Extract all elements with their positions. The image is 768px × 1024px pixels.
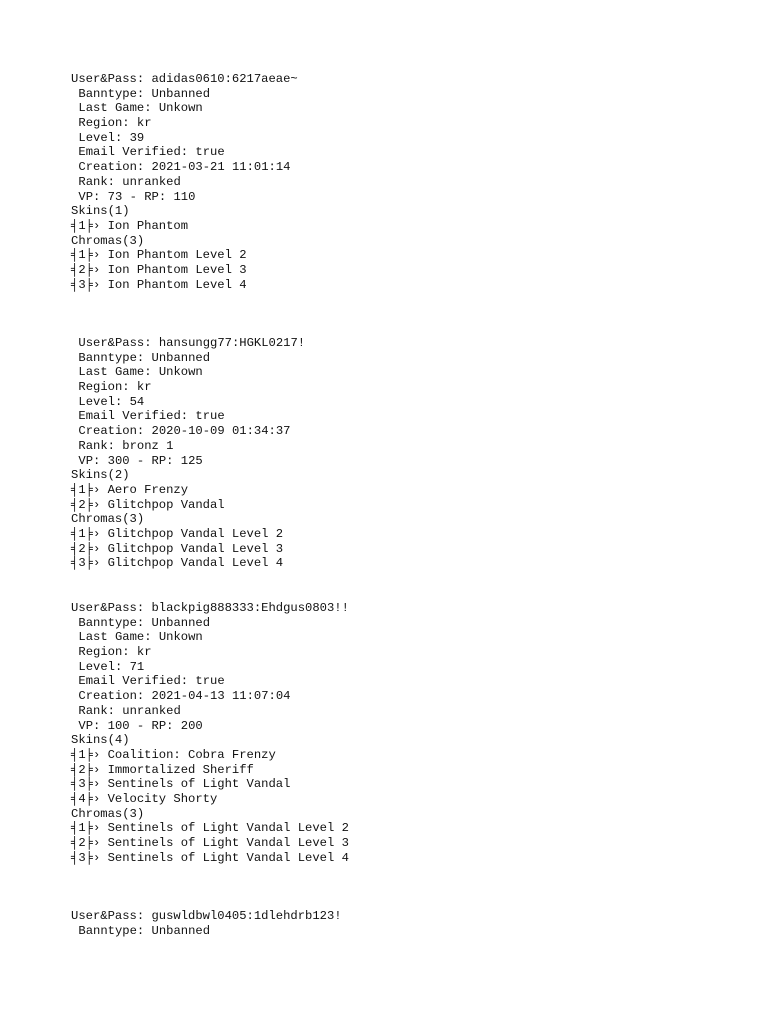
currency-line: VP: 300 - RP: 125 (78, 453, 203, 468)
banntype-line: Banntype: Unbanned (78, 615, 211, 630)
userpass-line: User&Pass: hansungg77:HGKL0217! (78, 336, 306, 350)
chromas-header: Chromas(3) (71, 806, 145, 821)
chroma-item: ╡2╞› Glitchpop Vandal Level 3 (71, 541, 284, 556)
rank-line: Rank: unranked (78, 703, 181, 718)
chromas-header: Chromas(3) (71, 233, 145, 248)
chroma-item: ╡3╞› Glitchpop Vandal Level 4 (71, 556, 284, 571)
creation-line: Creation: 2021-03-21 11:01:14 (78, 160, 291, 175)
email-verified-line: Email Verified: true (78, 674, 225, 689)
chroma-item: ╡1╞› Ion Phantom Level 2 (71, 248, 247, 263)
skin-item: ╡3╞› Sentinels of Light Vandal (71, 777, 291, 792)
skin-item: ╡1╞› Coalition: Cobra Frenzy (71, 747, 276, 762)
chroma-item: ╡2╞› Ion Phantom Level 3 (71, 262, 247, 277)
chroma-item: ╡3╞› Ion Phantom Level 4 (71, 277, 247, 292)
banntype-line: Banntype: Unbanned (78, 350, 211, 365)
skin-item: ╡1╞› Ion Phantom (71, 218, 189, 233)
region-line: Region: kr (78, 380, 152, 395)
level-line: Level: 39 (78, 130, 145, 145)
last-game-line: Last Game: Unkown (78, 630, 203, 645)
skin-item: ╡2╞› Immortalized Sheriff (71, 762, 254, 777)
chroma-item: ╡3╞› Sentinels of Light Vandal Level 4 (71, 850, 349, 865)
userpass-line: User&Pass: adidas0610:6217aeae~ (71, 72, 298, 86)
userpass-line: User&Pass: guswldbwl0405:1dlehdrb123! (71, 909, 342, 923)
chroma-item: ╡1╞› Sentinels of Light Vandal Level 2 (71, 821, 349, 836)
last-game-line: Last Game: Unkown (78, 101, 203, 116)
chromas-header: Chromas(3) (71, 512, 145, 527)
skins-header: Skins(2) (71, 468, 130, 483)
skin-item: ╡2╞› Glitchpop Vandal (71, 497, 225, 512)
chroma-item: ╡1╞› Glitchpop Vandal Level 2 (71, 526, 284, 541)
skin-item: ╡1╞› Aero Frenzy (71, 482, 189, 497)
account-block (71, 336, 305, 571)
last-game-line: Last Game: Unkown (78, 365, 203, 380)
chroma-item: ╡2╞› Sentinels of Light Vandal Level 3 (71, 836, 349, 850)
banntype-line: Banntype: Unbanned (78, 923, 211, 938)
email-verified-line: Email Verified: true (78, 409, 225, 424)
skin-item: ╡4╞› Velocity Shorty (71, 791, 218, 806)
account-block (71, 601, 349, 865)
skins-header: Skins(4) (71, 733, 130, 748)
userpass-line: User&Pass: blackpig888333:Ehdgus0803!! (71, 601, 349, 615)
rank-line: Rank: unranked (78, 174, 181, 189)
rank-line: Rank: bronz 1 (78, 438, 174, 453)
banntype-line: Banntype: Unbanned (78, 86, 211, 101)
creation-line: Creation: 2021-04-13 11:07:04 (78, 689, 291, 704)
level-line: Level: 71 (78, 659, 145, 674)
currency-line: VP: 73 - RP: 110 (78, 189, 196, 204)
skins-header: Skins(1) (71, 204, 130, 219)
account-block (71, 72, 298, 292)
region-line: Region: kr (78, 116, 152, 131)
level-line: Level: 54 (78, 394, 145, 409)
region-line: Region: kr (78, 645, 152, 660)
currency-line: VP: 100 - RP: 200 (78, 718, 203, 733)
account-block (71, 909, 342, 938)
creation-line: Creation: 2020-10-09 01:34:37 (78, 424, 291, 439)
email-verified-line: Email Verified: true (78, 145, 225, 160)
